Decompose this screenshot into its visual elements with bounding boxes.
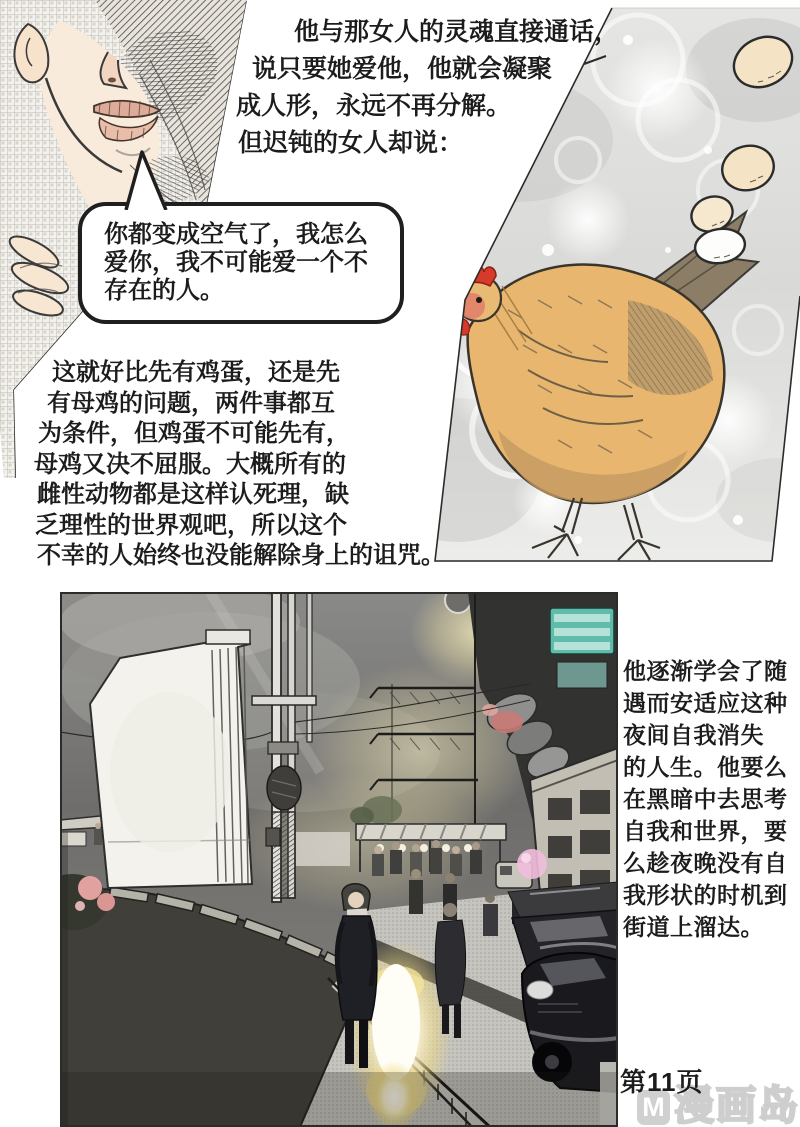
speech-bubble bbox=[78, 202, 404, 324]
speech-bubble-text bbox=[82, 206, 400, 305]
bubble-line: 存在的人。 bbox=[104, 277, 224, 304]
narration-line: 乏理性的世界观吧，所以这个 bbox=[35, 511, 347, 539]
white-building bbox=[90, 630, 252, 888]
panel-street-scene bbox=[60, 592, 618, 1127]
narration-line: 他逐渐学会了随 bbox=[623, 658, 788, 684]
narration-line: 为条件，但鸡蛋不可能先有， bbox=[38, 420, 350, 447]
narration-line: 街道上溜达。 bbox=[623, 914, 764, 940]
street-art bbox=[60, 592, 618, 1127]
narration-line: 遇而安适应这种 bbox=[623, 690, 788, 716]
narration-line: 雌性动物都是这样认死理，缺 bbox=[37, 481, 349, 508]
narration-line: 但迟钝的女人却说： bbox=[238, 129, 464, 157]
bubble-line: 你都变成空气了，我怎么 bbox=[104, 221, 368, 248]
bubble-line: 爱你，我不可能爱一个不 bbox=[104, 249, 368, 276]
narration-line: 我形状的时机到 bbox=[623, 882, 788, 908]
narration-middle bbox=[34, 358, 445, 572]
watermark-text: 漫画岛 bbox=[674, 1084, 800, 1127]
narration-line: 的人生。他要么 bbox=[623, 754, 788, 780]
narration-line: 说只要她爱他，他就会凝聚 bbox=[252, 55, 553, 83]
page-number: 第11页 bbox=[620, 1067, 704, 1097]
speech-bubble-tail bbox=[122, 148, 170, 210]
narration-line: 自我和世界，要 bbox=[623, 818, 788, 844]
narration-line: 成人形，永远不再分解。 bbox=[236, 92, 512, 120]
narration-line: 不幸的人始终也没能解除身上的诅咒。 bbox=[37, 542, 445, 569]
narration-line: 夜间自我消失 bbox=[623, 722, 764, 748]
narration-right bbox=[623, 655, 800, 943]
narration-line: 母鸡又决不屈服。大概所有的 bbox=[34, 450, 346, 478]
watermark-letter: M bbox=[642, 1092, 665, 1122]
narration-line: 这就好比先有鸡蛋，还是先 bbox=[52, 359, 340, 386]
pink-balloon bbox=[517, 849, 547, 879]
narration-line: 有母鸡的问题，两件事都互 bbox=[47, 389, 335, 417]
narration-line: 在黑暗中去思考 bbox=[623, 786, 788, 812]
narration-top bbox=[236, 14, 619, 162]
narration-line: 么趁夜晚没有自 bbox=[623, 850, 788, 876]
pink-flower bbox=[78, 876, 102, 900]
narration-line: 他与那女人的灵魂直接通话， bbox=[294, 18, 620, 46]
